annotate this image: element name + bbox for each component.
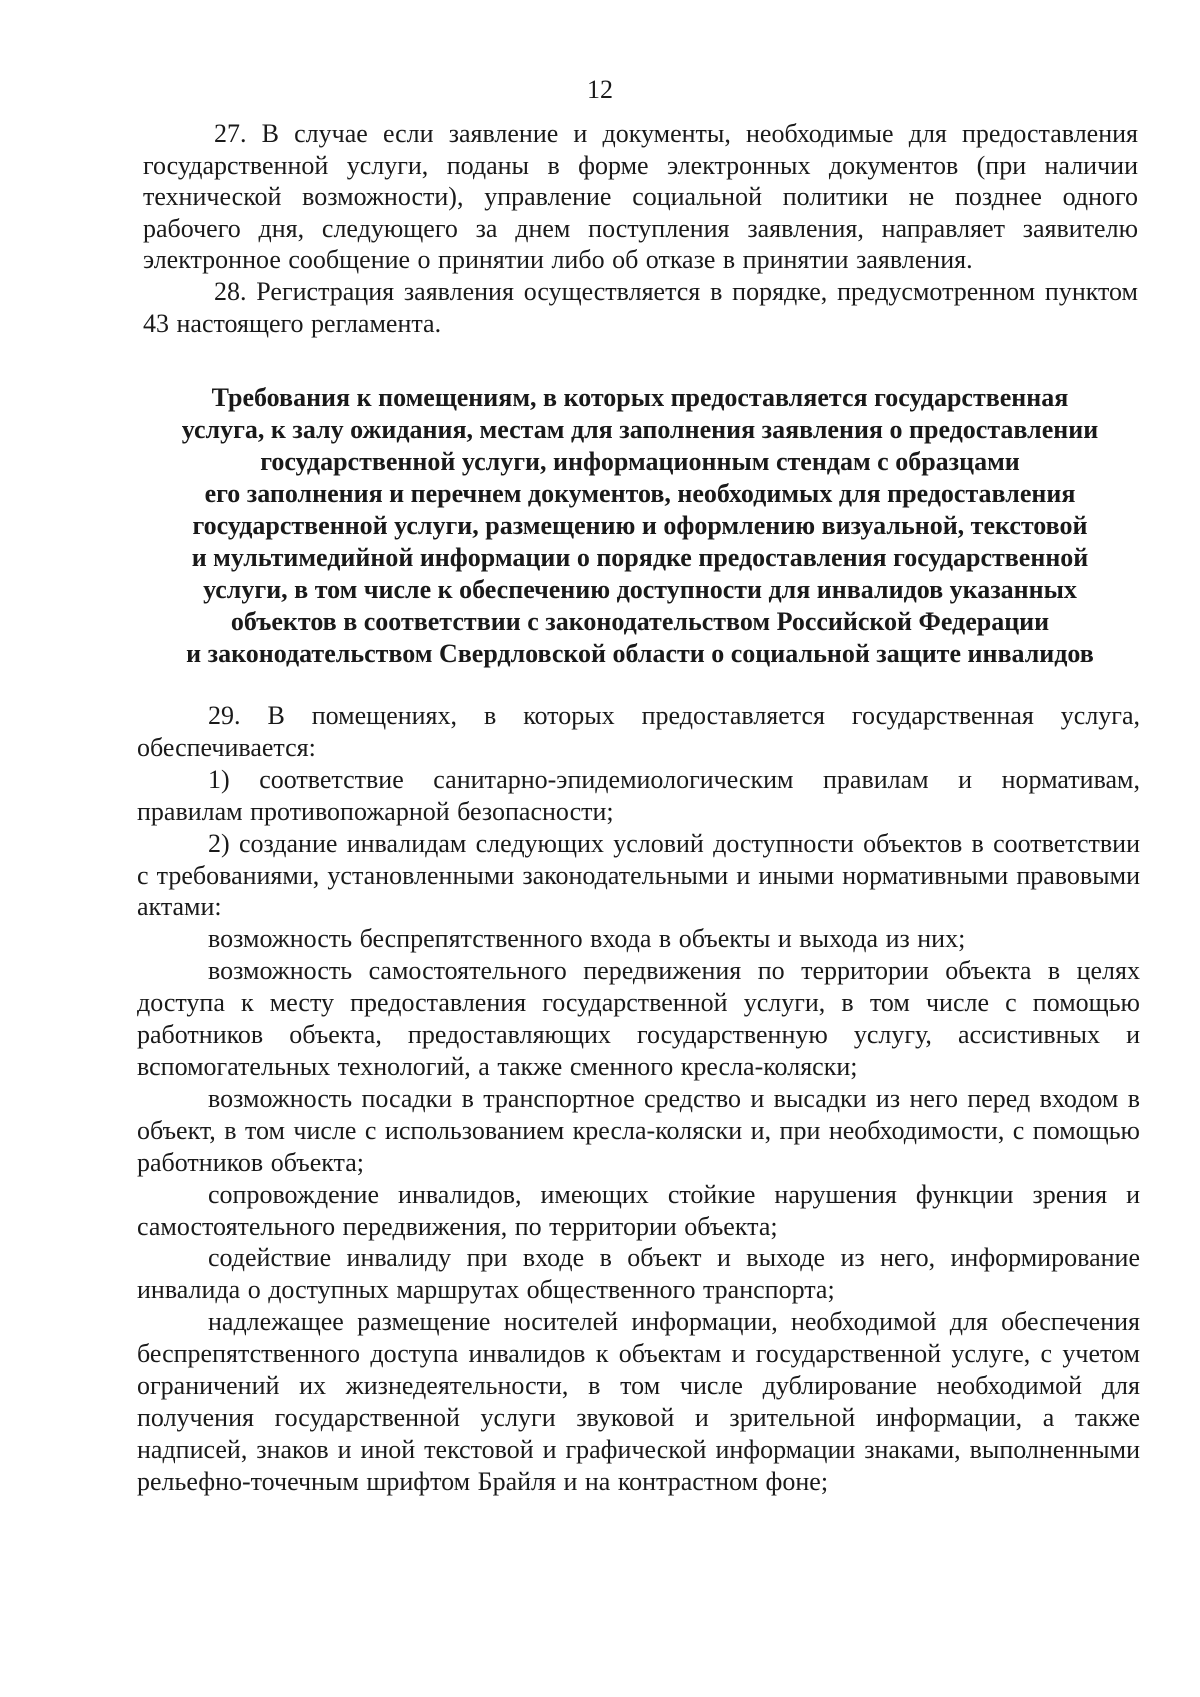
condition-movement: возможность самостоятельного передвижения по территории объекта в целях доступа к месту предоставления государственной услуги, в том числе с помощью работников объекта, предоставляющих государственную услугу, ассистивных и вспомогательных технологий, а также сменного кресла-коляски; bbox=[137, 956, 1140, 1081]
paragraph-29: 29. В помещениях, в которых предоставляется государственная услуга, обеспечивается: bbox=[137, 701, 1140, 762]
condition-transport: возможность посадки в транспортное средство и высадки из него перед входом в объект, в том числе с использованием кресла-коляски и, при необходимости, с помощью работников объекта; bbox=[137, 1083, 1140, 1177]
list-item-1: 1) соответствие санитарно-эпидемиологическим правилам и нормативам, правилам противопожарной безопасности; bbox=[137, 764, 1140, 826]
condition-entrance: возможность беспрепятственного входа в объекты и выхода из них; bbox=[208, 924, 966, 954]
heading-line: и мультимедийной информации о порядке предоставления государственной bbox=[191, 543, 1089, 572]
heading-line: и законодательством Свердловской области о социальной защите инвалидов bbox=[186, 639, 1094, 668]
top-text-block bbox=[143, 118, 1138, 339]
condition-assistance: содействие инвалиду при входе в объект и выходе из него, информирование инвалида о доступных маршрутах общественного транспорта; bbox=[137, 1243, 1140, 1305]
section-heading bbox=[130, 382, 1150, 670]
heading-line: государственной услуги, информационным стендам с образцами bbox=[260, 447, 1020, 476]
heading-line: услуга, к залу ожидания, местам для заполнения заявления о предоставлении bbox=[181, 415, 1099, 444]
page-number: 12 bbox=[587, 75, 613, 104]
list-item-2: 2) создание инвалидам следующих условий доступности объектов в соответствии с требованиями, установленными законодательными и иными нормативными правовыми актами: bbox=[137, 828, 1140, 922]
paragraph-28: 28. Регистрация заявления осуществляется в порядке, предусмотренном пунктом 43 настоящего регламента. bbox=[143, 276, 1138, 338]
heading-line: его заполнения и перечнем документов, необходимых для предоставления bbox=[204, 479, 1076, 508]
heading-line: услуги, в том числе к обеспечению доступности для инвалидов указанных bbox=[203, 575, 1077, 604]
heading-line: государственной услуги, размещению и оформлению визуальной, текстовой bbox=[192, 511, 1088, 540]
condition-information: надлежащее размещение носителей информации, необходимой для обеспечения беспрепятственного доступа инвалидов к объектам и государственной услуге, с учетом ограничений их жизнедеятельности, в том числе дублирование необходимой для получения государственной услуги звуковой и зрительной информации, а также надписей, знаков и иной текстовой и графической информации знаками, выполненными рельефно-точечным шрифтом Брайля и на контрастном фоне; bbox=[137, 1307, 1140, 1496]
bottom-text-block bbox=[137, 700, 1140, 1498]
heading-line: объектов в соответствии с законодательством Российской Федерации bbox=[230, 607, 1050, 636]
condition-escort: сопровождение инвалидов, имеющих стойкие нарушения функции зрения и самостоятельного передвижения, по территории объекта; bbox=[137, 1179, 1140, 1241]
heading-line: Требования к помещениям, в которых предоставляется государственная bbox=[211, 383, 1069, 412]
paragraph-27: 27. В случае если заявление и документы, необходимые для предоставления государственной услуги, поданы в форме электронных документов (при наличии технической возможности), управление социальной политики не позднее одного рабочего дня, следующего за днем поступления заявления, направляет заявителю электронное сообщение о принятии либо об отказе в принятии заявления. bbox=[143, 119, 1138, 275]
